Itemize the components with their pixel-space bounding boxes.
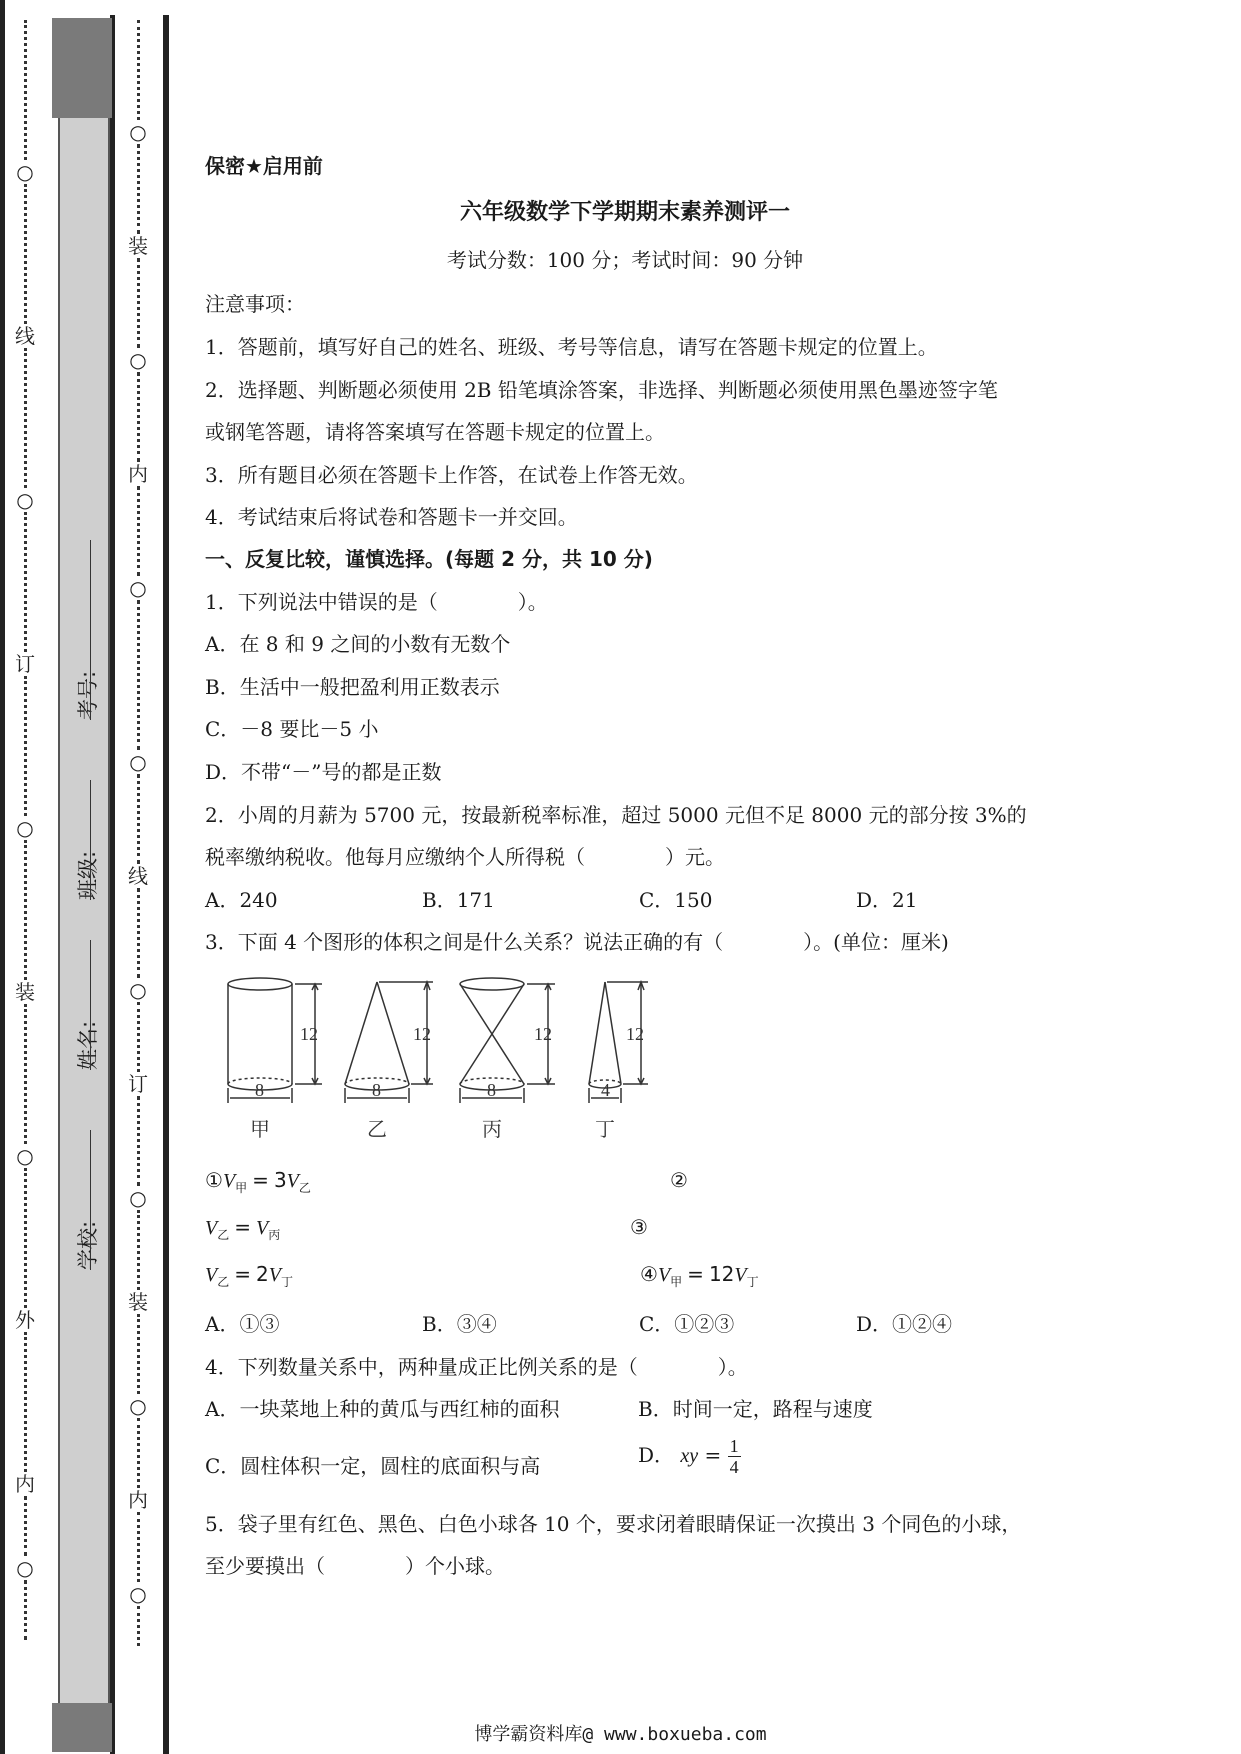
q4-option-a: A．一块菜地上种的黄瓜与西红柿的面积 xyxy=(205,1397,560,1421)
name-label: 姓名: xyxy=(76,1020,100,1070)
circle-mark-icon: ○ xyxy=(16,488,34,512)
strip-body xyxy=(58,118,110,1703)
outer-label-3: 装 xyxy=(15,980,35,1004)
height-label-jia: 12 xyxy=(300,1024,318,1044)
outer-label-5: 内 xyxy=(15,1472,35,1496)
footer-watermark: 博学霸资料库@ www.boxueba.com xyxy=(474,1724,767,1745)
diameter-label-yi: 8 xyxy=(372,1080,381,1100)
exam-title: 六年级数学下学期期末素养测评一 xyxy=(459,200,790,225)
q3-relation-2: $V_乙 = V_丙$ xyxy=(205,1215,281,1242)
school-label: 学校: xyxy=(76,1220,100,1270)
circle-mark-icon: ○ xyxy=(129,576,147,600)
school-field[interactable] xyxy=(72,1221,102,1270)
note-item: 4．考试结束后将试卷和答题卡一并交回。 xyxy=(205,505,578,529)
exam-subtitle: 考试分数：100 分；考试时间：90 分钟 xyxy=(446,248,804,272)
height-label-ding: 12 xyxy=(626,1024,644,1044)
q2-option-a: A．240 xyxy=(205,888,278,912)
binding-inner-border xyxy=(163,15,169,1754)
q4-option-c: C．圆柱体积一定，圆柱的底面积与高 xyxy=(205,1454,541,1478)
q4-stem: 4．下列数量关系中，两种量成正比例关系的是（ ）。 xyxy=(205,1355,748,1379)
figure-name-jia: 甲 xyxy=(250,1117,270,1141)
note-item: 2．选择题、判断题必须使用 2B 铅笔填涂答案，非选择、判断题必须使用黑色墨迹签字笔 xyxy=(205,378,998,402)
q3-relation-3-marker: ③ xyxy=(630,1215,648,1239)
figure-name-ding: 丁 xyxy=(595,1117,615,1141)
q3-options xyxy=(205,1308,1073,1337)
inner-label-6: 内 xyxy=(128,1488,148,1512)
fraction: $\frac{1}{4}$ xyxy=(729,1436,739,1477)
q3-relation-3: $V_乙 = 2V_丁$ xyxy=(205,1262,293,1289)
circle-mark-icon: ○ xyxy=(16,1144,34,1168)
exam-id-label: 考号: xyxy=(76,670,100,720)
q3-option-d: D．①②④ xyxy=(856,1312,953,1336)
circle-mark-icon: ○ xyxy=(129,1394,147,1418)
q2-option-c: C．150 xyxy=(639,888,713,912)
q5-stem-line-2: 至少要摸出（ ）个小球。 xyxy=(205,1554,505,1578)
q1-stem: 1．下列说法中错误的是（ ）。 xyxy=(205,590,548,614)
notes-heading: 注意事项： xyxy=(205,292,305,316)
outer-label-2: 订 xyxy=(15,652,35,676)
q1-option-a: A．在 8 和 9 之间的小数有无数个 xyxy=(205,632,511,656)
inner-label-4: 订 xyxy=(128,1072,148,1096)
outer-label-1: 线 xyxy=(15,324,35,348)
inner-label-1: 装 xyxy=(128,234,148,258)
note-item: 1．答题前，填写好自己的姓名、班级、考号等信息，请写在答题卡规定的位置上。 xyxy=(205,335,938,359)
confidential-label: 保密★启用前 xyxy=(205,154,323,178)
q1-option-d: D．不带“－”号的都是正数 xyxy=(205,760,442,784)
note-item: 或钢笔答题，请将答案填写在答题卡规定的位置上。 xyxy=(205,420,665,444)
q2-options xyxy=(205,884,1073,913)
circle-mark-icon: ○ xyxy=(129,978,147,1002)
inner-label-5: 装 xyxy=(128,1290,148,1314)
binding-margin xyxy=(0,0,170,1754)
height-label-yi: 12 xyxy=(413,1024,431,1044)
figure-name-yi: 乙 xyxy=(367,1117,387,1141)
q3-relation-4: $④V_甲 = 12V_丁$ xyxy=(640,1262,759,1289)
q2-option-d: D．21 xyxy=(856,888,918,912)
circle-mark-icon: ○ xyxy=(129,120,147,144)
q5-stem-line-1: 5．袋子里有红色、黑色、白色小球各 10 个，要求闭着眼睛保证一次摸出 3 个同色的小球， xyxy=(205,1512,1022,1536)
circle-mark-icon: ○ xyxy=(129,348,147,372)
q3-option-a: A．①③ xyxy=(205,1312,280,1336)
q3-option-b: B．③④ xyxy=(422,1312,497,1336)
strip-top-cap xyxy=(52,18,112,118)
inner-label-3: 线 xyxy=(128,864,148,888)
q3-relation-2-marker: ② xyxy=(670,1168,688,1192)
q1-option-c: C．－8 要比－5 小 xyxy=(205,717,379,741)
height-label-bing: 12 xyxy=(534,1024,552,1044)
q2-option-b: B．171 xyxy=(422,888,495,912)
circle-mark-icon: ○ xyxy=(129,1582,147,1606)
diameter-label-ding: 4 xyxy=(601,1080,610,1100)
outer-label-4: 外 xyxy=(15,1308,35,1332)
circle-mark-icon: ○ xyxy=(129,1186,147,1210)
q3-relation-1: $①V_甲 = 3V_乙$ xyxy=(205,1168,311,1195)
section-1-heading: 一、反复比较，谨慎选择。(每题 2 分，共 10 分) xyxy=(205,547,653,571)
circle-mark-icon: ○ xyxy=(129,750,147,774)
q4-option-b: B．时间一定，路程与速度 xyxy=(638,1397,873,1421)
q2-stem-line-2: 税率缴纳税收。他每月应缴纳个人所得税（ ）元。 xyxy=(205,845,725,869)
outer-dotted-cut-line xyxy=(5,20,45,1640)
name-field[interactable] xyxy=(72,1021,102,1070)
exam-id-field[interactable] xyxy=(72,671,102,720)
circle-mark-icon: ○ xyxy=(16,1556,34,1580)
q3-option-c: C．①②③ xyxy=(639,1312,735,1336)
diameter-label-bing: 8 xyxy=(487,1080,496,1100)
figure-name-bing: 丙 xyxy=(482,1117,502,1141)
q3-solids-figure xyxy=(205,968,665,1148)
inner-dotted-cut-line xyxy=(118,20,158,1646)
diameter-label-jia: 8 xyxy=(255,1080,264,1100)
inner-label-2: 内 xyxy=(128,462,148,486)
circle-mark-icon: ○ xyxy=(16,160,34,184)
q3-stem: 3．下面 4 个图形的体积之间是什么关系？说法正确的有（ ）。(单位：厘米) xyxy=(205,930,949,954)
note-item: 3．所有题目必须在答题卡上作答，在试卷上作答无效。 xyxy=(205,463,698,487)
class-field[interactable] xyxy=(72,851,102,900)
circle-mark-icon: ○ xyxy=(16,816,34,840)
class-label: 班级: xyxy=(76,850,100,900)
q4-option-d: D． xy = $\frac{1}{4}$ xyxy=(638,1436,739,1477)
q2-stem-line-1: 2．小周的月薪为 5700 元，按最新税率标准，超过 5000 元但不足 8000 元的部分按 3%的 xyxy=(205,803,1027,827)
q1-option-b: B．生活中一般把盈利用正数表示 xyxy=(205,675,500,699)
